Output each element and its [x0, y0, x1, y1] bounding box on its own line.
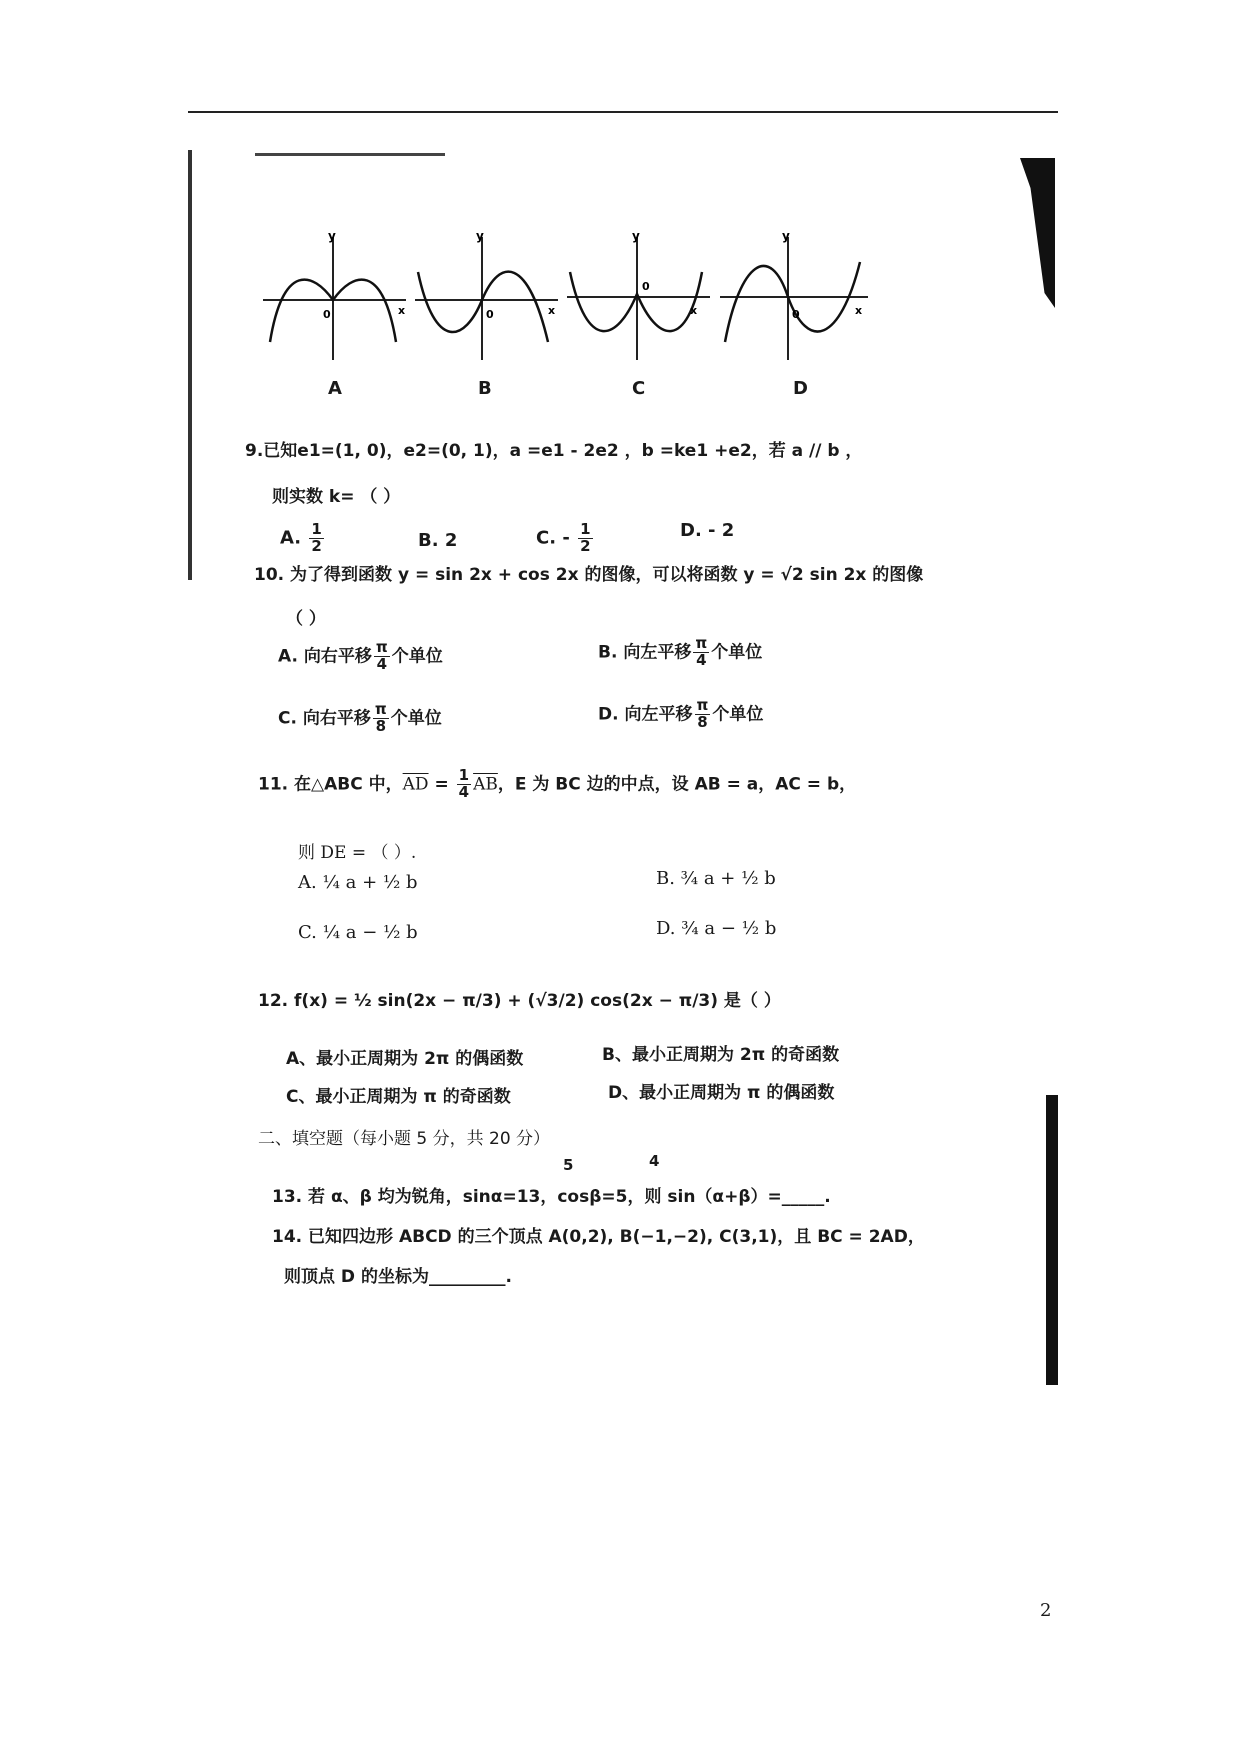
graph-label-b: B: [478, 378, 492, 399]
svg-text:0: 0: [792, 308, 800, 321]
scan-shadow-right-bottom: [1046, 1095, 1058, 1385]
q11-option-a: A. ¼ a + ½ b: [298, 872, 418, 893]
q14-stem: 14. 已知四边形 ABCD 的三个顶点 A(0,2), B(−1,−2), C(3,1)，且 BC = 2AD，: [272, 1227, 925, 1247]
q9-option-c: C. - $\frac{1}{2}$: [536, 520, 591, 555]
q9-option-d: D. - 2: [680, 520, 735, 541]
graph-c: [562, 232, 712, 362]
svg-text:x: x: [548, 304, 556, 317]
scan-edge-top: [255, 153, 445, 156]
scan-edge-left: [188, 150, 192, 580]
q11-stem-2: 则 DE = （ ）.: [298, 843, 417, 863]
q12-option-b: B、最小正周期为 2π 的奇函数: [602, 1045, 840, 1065]
svg-text:y: y: [328, 232, 336, 243]
graph-d: [720, 232, 870, 362]
q10-option-b: B. 向左平移 $\frac{\pi}{4}$ 个单位: [598, 634, 763, 669]
q13-num-5: 5: [563, 1156, 574, 1174]
q14-stem-2: 则顶点 D 的坐标为_________.: [284, 1267, 512, 1287]
q13-stem: 13. 若 α、β 均为锐角，sinα=13，cosβ=5，则 sin（α+β）=_____.: [272, 1187, 831, 1207]
graph-b: [410, 232, 560, 362]
q9-option-a: A. $\frac{1}{2}$: [280, 520, 322, 555]
scan-shadow-right-top: [1020, 158, 1055, 308]
q11-option-d: D. ¾ a − ½ b: [656, 918, 777, 939]
q12-stem: 12. f(x) = ½ sin(2x − π/3) + (√3/2) cos(2x − π/3) 是（ ）: [258, 991, 781, 1011]
q9-stem: 9.已知e1=(1, 0)，e2=(0, 1)，a =e1 - 2e2 ，b =ke1 +e2，若 a // b ，: [245, 441, 863, 461]
q13-num-4: 4: [649, 1152, 660, 1170]
q12-option-c: C、最小正周期为 π 的奇函数: [286, 1087, 511, 1107]
page-number: 2: [1040, 1600, 1052, 1621]
q12-option-d: D、最小正周期为 π 的偶函数: [608, 1083, 835, 1103]
svg-text:0: 0: [323, 308, 331, 321]
svg-text:y: y: [476, 232, 484, 243]
q11-option-b: B. ¾ a + ½ b: [656, 868, 776, 889]
q12-option-a: A、最小正周期为 2π 的偶函数: [286, 1049, 524, 1069]
graph-label-a: A: [328, 378, 342, 399]
q10-paren: （ ）: [286, 609, 326, 629]
graph-label-d: D: [793, 378, 808, 399]
section-2-title: 二、填空题（每小题 5 分，共 20 分）: [258, 1129, 551, 1149]
svg-text:x: x: [398, 304, 406, 317]
graph-a: [258, 232, 408, 362]
svg-text:y: y: [632, 232, 640, 243]
q10-option-c: C. 向右平移 $\frac{\pi}{8}$ 个单位: [278, 700, 442, 735]
svg-text:0: 0: [486, 308, 494, 321]
graph-label-c: C: [632, 378, 646, 399]
svg-text:x: x: [855, 304, 863, 317]
svg-text:0: 0: [642, 280, 650, 293]
q10-option-a: A. 向右平移 $\frac{\pi}{4}$ 个单位: [278, 638, 443, 673]
q10-option-d: D. 向左平移 $\frac{\pi}{8}$ 个单位: [598, 696, 764, 731]
q10-stem: 10. 为了得到函数 y = sin 2x + cos 2x 的图像，可以将函数 y = √2 sin 2x 的图像: [254, 565, 924, 585]
svg-text:y: y: [782, 232, 790, 243]
header-rule: [188, 111, 1058, 113]
svg-text:x: x: [690, 304, 698, 317]
q9-option-b: B. 2: [418, 530, 458, 551]
q11-option-c: C. ¼ a − ½ b: [298, 922, 418, 943]
q11-stem: 11. 在△ABC 中，$\overline{AD}$ = $\frac{1}{4}$ $\overline{AB}$，E 为 BC 边的中点，设 AB = a，AC = b，: [258, 766, 857, 801]
q9-stem-2: 则实数 k= （ ）: [272, 487, 401, 507]
